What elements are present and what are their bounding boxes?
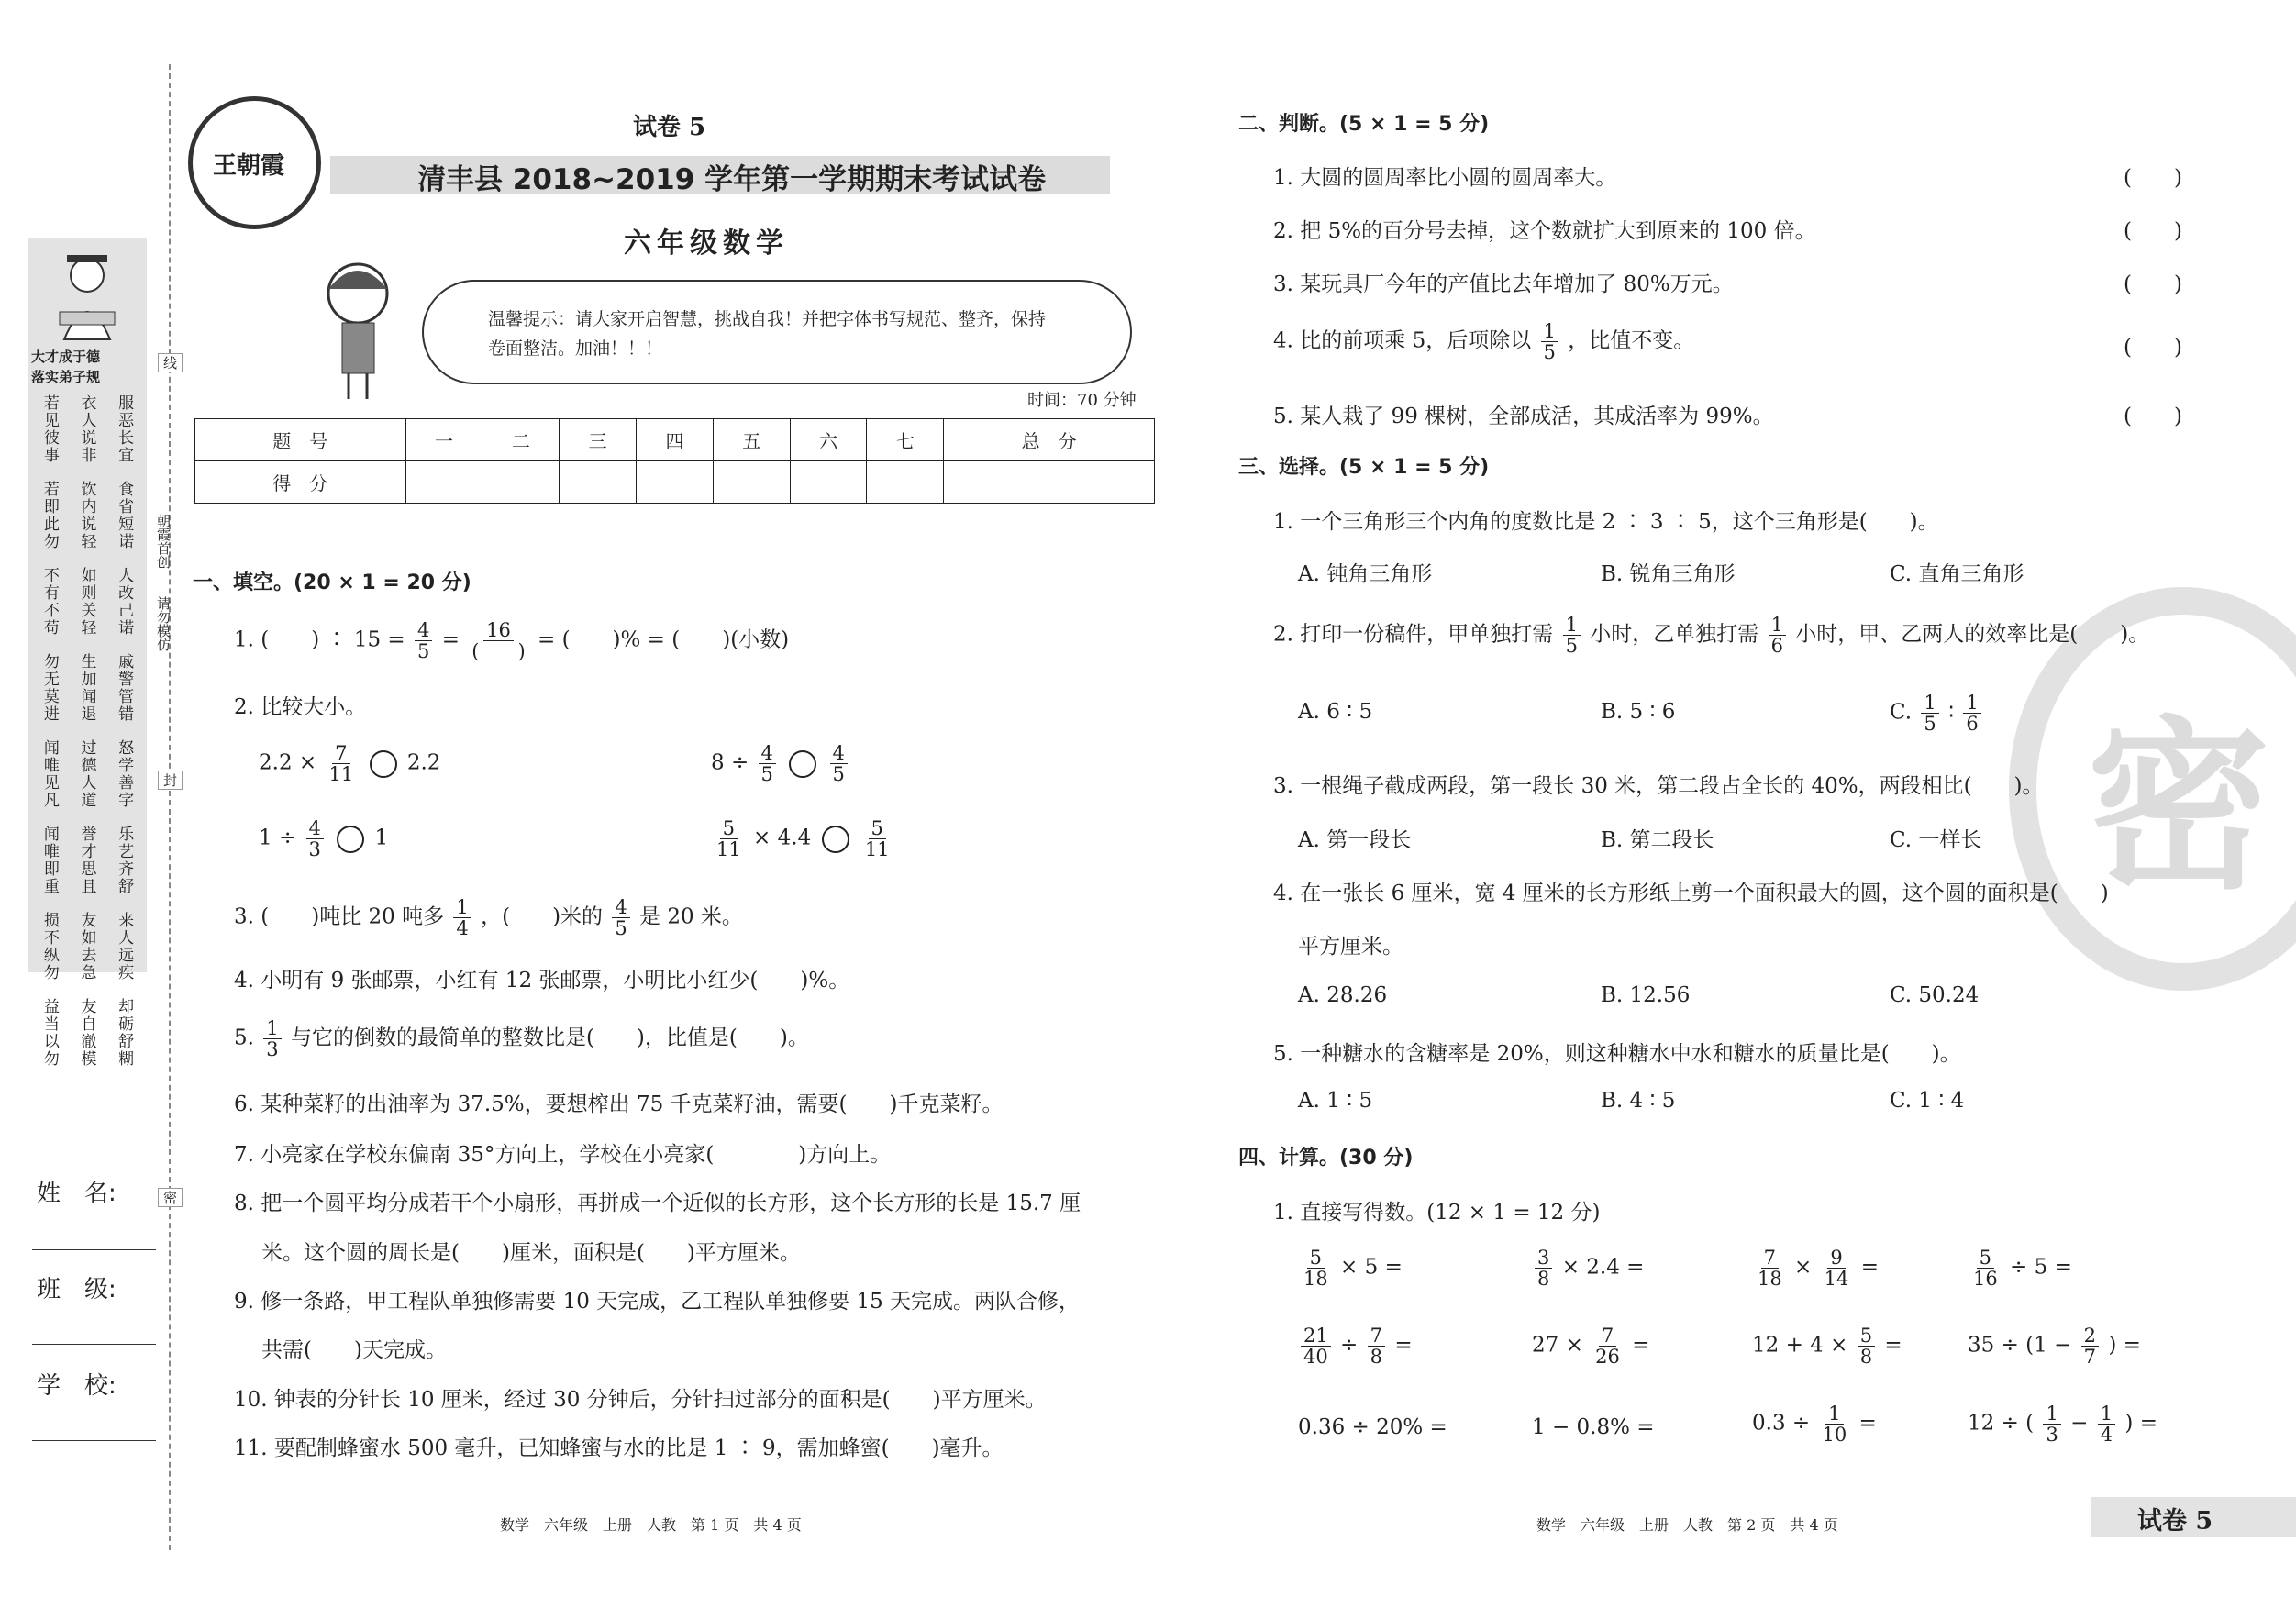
choice-5-option-a[interactable]: A. 1 ∶ 5 [1298, 1089, 1373, 1113]
fraction [1541, 321, 1558, 362]
fraction [1301, 1325, 1331, 1367]
expr: = [1884, 1333, 1902, 1358]
denominator: 3 [2046, 1424, 2058, 1447]
score-table [194, 418, 1155, 504]
seal-mark: 封 [158, 771, 183, 790]
numerator: 1 [1825, 1403, 1843, 1425]
calc-item [1298, 1248, 1403, 1289]
question-8-line-1: 8. 把一个圆平均分成若干个小扇形，再拼成一个近似的长方形，这个长方形的长是 15.7 厘 [234, 1192, 1081, 1215]
question-4: 4. 小明有 9 张邮票，小红有 12 张邮票，小明比小红少( )%。 [234, 969, 850, 993]
denominator: 3 [266, 1038, 279, 1061]
denominator: 11 [864, 838, 890, 861]
score-header-cell: 一 [405, 419, 482, 461]
question-10: 10. 钟表的分针长 10 厘米，经过 30 分钟后，分针扫过部分的面积是( )平方厘米。 [234, 1388, 1047, 1412]
verse: 来人远疾 [115, 912, 134, 981]
verse: 勿无莫进 [39, 653, 59, 723]
calc-item [1968, 1248, 2072, 1289]
calc-item [1298, 1325, 1413, 1367]
fraction [1563, 615, 1581, 656]
q-text: 2. 打印一份稿件，甲单独打需 [1273, 622, 1554, 647]
verse: 友自澈模 [77, 998, 96, 1068]
expr: = [1632, 1333, 1650, 1358]
fraction [862, 818, 893, 859]
compare-a1 [259, 743, 440, 784]
answer-paren[interactable]: ( ) [2124, 405, 2182, 428]
q-text: = [441, 627, 460, 652]
expr: = [1394, 1333, 1413, 1358]
numerator: 9 [1827, 1248, 1845, 1269]
question-5 [234, 1018, 809, 1059]
verse: 服恶长宜 [115, 394, 134, 464]
expr: = [1860, 1255, 1879, 1280]
compare-circle[interactable] [337, 826, 364, 853]
denominator: 40 [1303, 1346, 1328, 1369]
tip-text: 温馨提示：请大家开启智慧，挑战自我！并把字体书写规范、整齐，保持卷面整洁。加油！！！ [488, 309, 1047, 359]
expr: 12 ÷ ( [1968, 1411, 2035, 1436]
calc-item [1532, 1325, 1650, 1367]
numerator: 4 [830, 743, 848, 764]
logo-badge [188, 96, 321, 229]
school-label: 学 校: [37, 1372, 116, 1400]
score-header-cell: 三 [560, 419, 637, 461]
q-text: 是 20 米。 [639, 904, 743, 929]
score-cell[interactable] [713, 461, 790, 504]
fraction [714, 818, 744, 859]
expr: = [1858, 1411, 1877, 1436]
expr: 35 ÷ (1 − [1968, 1333, 2072, 1358]
numerator: 1 [2043, 1403, 2060, 1425]
numerator: 1 [1921, 693, 1938, 714]
denominator: 5 [832, 763, 845, 786]
motto-line-1: 大才成于德 [31, 349, 101, 365]
numerator: 21 [1301, 1325, 1331, 1347]
score-row-label: 得 分 [195, 461, 406, 504]
answer-paren[interactable]: ( ) [2124, 272, 2182, 296]
expr: × 5 = [1340, 1255, 1403, 1280]
question-9-line-2: 共需( )天完成。 [261, 1338, 447, 1362]
choice-4-option-b[interactable]: B. 12.56 [1601, 983, 1691, 1007]
denominator: 10 [1822, 1424, 1847, 1447]
verse: 誉才思且 [77, 826, 96, 895]
girl-illustration [316, 257, 408, 404]
motto-line-2: 落实弟子规 [31, 369, 101, 385]
question-11: 11. 要配制蜂蜜水 500 毫升，已知蜂蜜与水的比是 1 ∶ 9，需加蜂蜜( )毫升。 [234, 1436, 1004, 1460]
denominator: 5 [760, 763, 773, 786]
numerator: 16 [483, 620, 514, 641]
numerator: 4 [306, 818, 324, 839]
denominator: 11 [716, 838, 741, 861]
score-cell[interactable] [790, 461, 867, 504]
verse: 过德人道 [77, 739, 96, 809]
choice-2 [1273, 615, 2149, 656]
q-text: 3. ( )吨比 20 吨多 [234, 904, 445, 929]
section-calc: 四、计算。(30 分) [1238, 1147, 1414, 1170]
numerator: 7 [1599, 1325, 1616, 1347]
calc-item: 0.36 ÷ 20% = [1298, 1415, 1447, 1439]
fraction [1921, 693, 1938, 734]
q-text: 小时，甲、乙两人的效率比是( )。 [1795, 622, 2150, 647]
binding-strip [28, 238, 147, 1068]
compare-b2 [711, 818, 895, 859]
expr: ) = [2124, 1411, 2157, 1436]
section-judge: 二、判断。(5 × 1 = 5 分) [1238, 113, 1490, 136]
verse: 怒学善字 [115, 739, 134, 809]
denominator: 4 [2100, 1424, 2113, 1447]
numerator: 4 [612, 897, 629, 918]
denominator: 5 [1565, 635, 1578, 658]
choice-1: 1. 一个三角形三个内角的度数比是 2 ∶ 3 ∶ 5，这个三角形是( )。 [1273, 510, 1939, 534]
judge-1: 1. 大圆的圆周率比小圆的圆周率大。 [1273, 166, 1617, 190]
exam-title: 清丰县 2018~2019 学年第一学期期末考试试卷 [417, 163, 1047, 196]
ratio-sign: ∶ [1948, 700, 1955, 725]
cut-line [169, 64, 171, 1550]
choice-2-option-c[interactable] [1890, 693, 1984, 734]
brand-mark: 朝霞首创 [155, 514, 172, 569]
page-footer-left: 数学 六年级 上册 人教 第 1 页 共 4 页 [500, 1516, 802, 1534]
denominator: 11 [328, 763, 354, 786]
numerator: 1 [263, 1018, 281, 1039]
score-cell[interactable] [405, 461, 482, 504]
score-header-cell: 总 分 [944, 419, 1155, 461]
question-6: 6. 某种菜籽的出油率为 37.5%，要想榨出 75 千克菜籽油，需要( )千克菜籽。 [234, 1092, 1004, 1116]
numerator: 4 [415, 620, 432, 641]
denominator: 16 [1973, 1268, 1998, 1291]
calc-item [1752, 1325, 1902, 1367]
fraction [2081, 1325, 2099, 1367]
verse: 损不纵勿 [39, 912, 59, 981]
numerator: 5 [1977, 1248, 1994, 1269]
denominator: 6 [1966, 713, 1979, 736]
denominator: 5 [615, 917, 627, 940]
numerator: 5 [1307, 1248, 1325, 1269]
calc-item: 1 − 0.8% = [1532, 1415, 1655, 1439]
verse: 生加闻退 [77, 653, 96, 723]
denominator: 26 [1595, 1346, 1620, 1369]
denominator: 18 [1758, 1268, 1782, 1291]
fraction [326, 743, 356, 784]
score-cell[interactable] [944, 461, 1155, 504]
denominator: 8 [1537, 1268, 1550, 1291]
choice-3-option-c[interactable]: C. 一样长 [1890, 828, 1982, 852]
name-label: 姓 名: [37, 1180, 116, 1207]
compare-circle[interactable] [822, 826, 849, 853]
calc-item [1752, 1248, 1879, 1289]
choice-1-option-a[interactable]: A. 钝角三角形 [1298, 562, 1433, 586]
expr: 2.2 × [259, 750, 317, 775]
numerator: 5 [720, 818, 738, 839]
expr: × 2.4 = [1561, 1255, 1645, 1280]
score-cell[interactable] [867, 461, 944, 504]
numerator: 4 [759, 743, 776, 764]
verse: 食省短诺 [115, 481, 134, 550]
compare-circle[interactable] [789, 750, 816, 778]
q-text: 与它的倒数的最简单的整数比是( )，比值是( )。 [290, 1026, 809, 1050]
fraction [759, 743, 776, 784]
exam-time: 时间：70 分钟 [1027, 391, 1137, 410]
question-8-line-2: 米。这个圆的周长是( )厘米，面积是( )平方厘米。 [261, 1241, 801, 1265]
q-num: 5. [234, 1026, 254, 1050]
section-fill-in: 一、填空。(20 × 1 = 20 分) [193, 571, 471, 594]
fraction [1535, 1248, 1552, 1289]
denominator: 5 [1543, 341, 1556, 364]
fraction [1858, 1325, 1875, 1367]
numerator: 1 [1769, 615, 1786, 636]
fraction [1970, 1248, 2001, 1289]
expr: 1 ÷ [259, 826, 297, 850]
q-text: 4. 比的前项乘 5，后项除以 [1273, 328, 1532, 353]
expr: 12 + 4 × [1752, 1333, 1848, 1358]
fraction [1819, 1403, 1849, 1445]
logo-text: 王朝霞 [213, 152, 285, 180]
fraction [612, 897, 629, 938]
verse: 人改己诺 [115, 567, 134, 637]
choice-1-option-c[interactable]: C. 直角三角形 [1890, 562, 2024, 586]
expr: × 4.4 [753, 826, 812, 850]
judge-3: 3. 某玩具厂今年的产值比去年增加了 80%万元。 [1273, 272, 1734, 296]
name-field[interactable] [32, 1249, 156, 1250]
question-7: 7. 小亮家在学校东偏南 35°方向上，学校在小亮家( )方向上。 [234, 1143, 892, 1167]
score-header-cell: 五 [713, 419, 790, 461]
expr: ÷ 5 = [2010, 1255, 2072, 1280]
verse: 戚警管错 [115, 653, 134, 723]
option-letter: C. [1890, 700, 1913, 725]
answer-paren[interactable]: ( ) [2124, 219, 2182, 243]
score-cell[interactable] [482, 461, 560, 504]
fraction [306, 818, 324, 859]
denominator: 8 [1370, 1346, 1383, 1369]
verse: 若即此勿 [39, 481, 59, 550]
choice-1-option-b[interactable]: B. 锐角三角形 [1601, 562, 1736, 586]
corner-tag: 试卷 5 [2137, 1507, 2213, 1536]
choice-4-line-2: 平方厘米。 [1298, 935, 1403, 959]
fraction [2043, 1403, 2060, 1445]
numerator: 2 [2081, 1325, 2099, 1347]
class-label: 班 级: [37, 1276, 116, 1303]
choice-5: 5. 一种糖水的含糖率是 20%，则这种糖水中水和糖水的质量比是( )。 [1273, 1042, 1961, 1066]
score-header-cell: 二 [482, 419, 560, 461]
compare-a2 [711, 743, 850, 784]
denominator: 8 [1859, 1346, 1873, 1369]
fraction [469, 620, 527, 661]
numerator: 1 [1541, 321, 1558, 342]
expr: ÷ [1340, 1333, 1359, 1358]
expr: 2.2 [406, 750, 441, 775]
tip-bubble [422, 280, 1132, 384]
denominator: 6 [1770, 635, 1783, 658]
compare-circle[interactable] [370, 750, 397, 778]
score-header-cell: 题 号 [195, 419, 406, 461]
calc-item [1968, 1325, 2141, 1367]
verse: 友如去急 [77, 912, 96, 981]
numerator: 1 [453, 897, 471, 918]
numerator: 7 [332, 743, 349, 764]
score-cell[interactable] [560, 461, 637, 504]
q-text: = ( )% = ( )(小数) [537, 627, 790, 652]
q-text: 小时，乙单独打需 [1590, 622, 1759, 647]
choice-2-option-a[interactable]: A. 6 ∶ 5 [1298, 700, 1373, 724]
verse: 不有不苟 [39, 567, 59, 637]
score-header-cell: 六 [790, 419, 867, 461]
choice-3-option-a[interactable]: A. 第一段长 [1298, 828, 1412, 852]
answer-paren[interactable]: ( ) [2124, 166, 2182, 190]
judge-5: 5. 某人栽了 99 棵树，全部成活，其成活率为 99%。 [1273, 405, 1774, 428]
subject-title: 六年级数学 [624, 227, 789, 260]
scholar-illustration [50, 248, 124, 349]
fraction [1755, 1248, 1785, 1289]
fraction [1822, 1248, 1852, 1289]
fraction [1301, 1248, 1331, 1289]
choice-5-option-b[interactable]: B. 4 ∶ 5 [1601, 1089, 1676, 1113]
numerator: 1 [1563, 615, 1581, 636]
choice-4-line-1: 4. 在一张长 6 厘米，宽 4 厘米的长方形纸上剪一个面积最大的圆，这个圆的面积是( ) [1273, 882, 2109, 905]
numerator: 1 [1963, 693, 1980, 714]
choice-4-option-a[interactable]: A. 28.26 [1298, 983, 1388, 1007]
calc-item [1968, 1403, 2157, 1445]
score-header-cell: 四 [637, 419, 714, 461]
judge-4 [1273, 321, 1694, 362]
numerator: 1 [2098, 1403, 2115, 1425]
verse: 如则关轻 [77, 567, 96, 637]
q-text: ( ) ∶ 15 = [261, 627, 405, 652]
denominator: 5 [1924, 713, 1936, 736]
numerator: 7 [1368, 1325, 1385, 1347]
q-num: 1. [234, 627, 254, 652]
numerator: 7 [1761, 1248, 1779, 1269]
score-header-cell: 七 [867, 419, 944, 461]
calc-item [1532, 1248, 1644, 1289]
fraction [830, 743, 848, 784]
expr: 27 × [1532, 1333, 1583, 1358]
denominator: 14 [1824, 1268, 1849, 1291]
score-row [195, 461, 1155, 504]
numerator: 5 [1858, 1325, 1875, 1347]
score-cell[interactable] [637, 461, 714, 504]
verse: 却砺舒糊 [115, 998, 134, 1068]
fraction [1592, 1325, 1623, 1367]
fraction [1963, 693, 1980, 734]
class-field[interactable] [32, 1344, 156, 1345]
stamp-glyph: 密 [2087, 699, 2271, 915]
score-header-row [195, 419, 1155, 461]
question-1 [234, 620, 789, 661]
denominator: 5 [417, 640, 430, 663]
expr: − [2070, 1411, 2089, 1436]
q-text: ，比值不变。 [1568, 328, 1695, 353]
fraction [1769, 615, 1786, 656]
denominator: ( ) [471, 640, 526, 663]
verse: 闻唯即重 [39, 826, 59, 895]
numerator: 3 [1535, 1248, 1552, 1269]
question-2: 2. 比较大小。 [234, 695, 367, 719]
fraction [263, 1018, 281, 1059]
choice-3: 3. 一根绳子截成两段，第一段长 30 米，第二段占全长的 40%，两段相比( )。 [1273, 774, 2044, 798]
line-mark: 线 [158, 353, 183, 372]
choice-4-option-c[interactable]: C. 50.24 [1890, 983, 1980, 1007]
paper-number: 试卷 5 [633, 114, 706, 141]
verse: 益当以勿 [39, 998, 59, 1068]
verse: 乐艺齐舒 [115, 826, 134, 895]
denominator: 3 [308, 838, 321, 861]
compare-b1 [259, 818, 388, 859]
calc-title: 1. 直接写得数。(12 × 1 = 12 分) [1273, 1201, 1601, 1225]
verse: 若见彼事 [39, 394, 59, 464]
denominator: 7 [2083, 1346, 2097, 1369]
expr: ) = [2108, 1333, 2141, 1358]
school-field[interactable] [32, 1440, 156, 1441]
expr: 1 [374, 826, 389, 850]
fraction [453, 897, 471, 938]
expr: 0.3 ÷ [1752, 1411, 1811, 1436]
page-footer-right: 数学 六年级 上册 人教 第 2 页 共 4 页 [1536, 1516, 1838, 1534]
calc-item [1752, 1403, 1877, 1445]
answer-paren[interactable]: ( ) [2124, 336, 2182, 360]
question-9-line-1: 9. 修一条路，甲工程队单独修需要 10 天完成，乙工程队单独修要 15 天完成。两队合修， [234, 1290, 1081, 1314]
choice-3-option-b[interactable]: B. 第二段长 [1601, 828, 1714, 852]
question-3 [234, 897, 743, 938]
expr: 8 ÷ [711, 750, 749, 775]
expr: × [1794, 1255, 1813, 1280]
denominator: 18 [1303, 1268, 1328, 1291]
fraction [415, 620, 432, 661]
numerator: 5 [869, 818, 886, 839]
fraction [2098, 1403, 2115, 1445]
choice-5-option-c[interactable]: C. 1 ∶ 4 [1890, 1089, 1965, 1113]
verses-block [31, 394, 143, 1084]
verse: 闻唯见凡 [39, 739, 59, 809]
denominator: 4 [456, 917, 469, 940]
section-choice: 三、选择。(5 × 1 = 5 分) [1238, 456, 1490, 479]
copy-warning: 请勿模仿 [155, 596, 172, 651]
q-text: ，( )米的 [481, 904, 604, 929]
choice-2-option-b[interactable]: B. 5 ∶ 6 [1601, 700, 1676, 724]
fraction [1368, 1325, 1385, 1367]
verse: 衣人说非 [77, 394, 96, 464]
verse: 饮内说轻 [77, 481, 96, 550]
judge-2: 2. 把 5%的百分号去掉，这个数就扩大到原来的 100 倍。 [1273, 219, 1816, 243]
secret-mark: 密 [158, 1188, 183, 1207]
